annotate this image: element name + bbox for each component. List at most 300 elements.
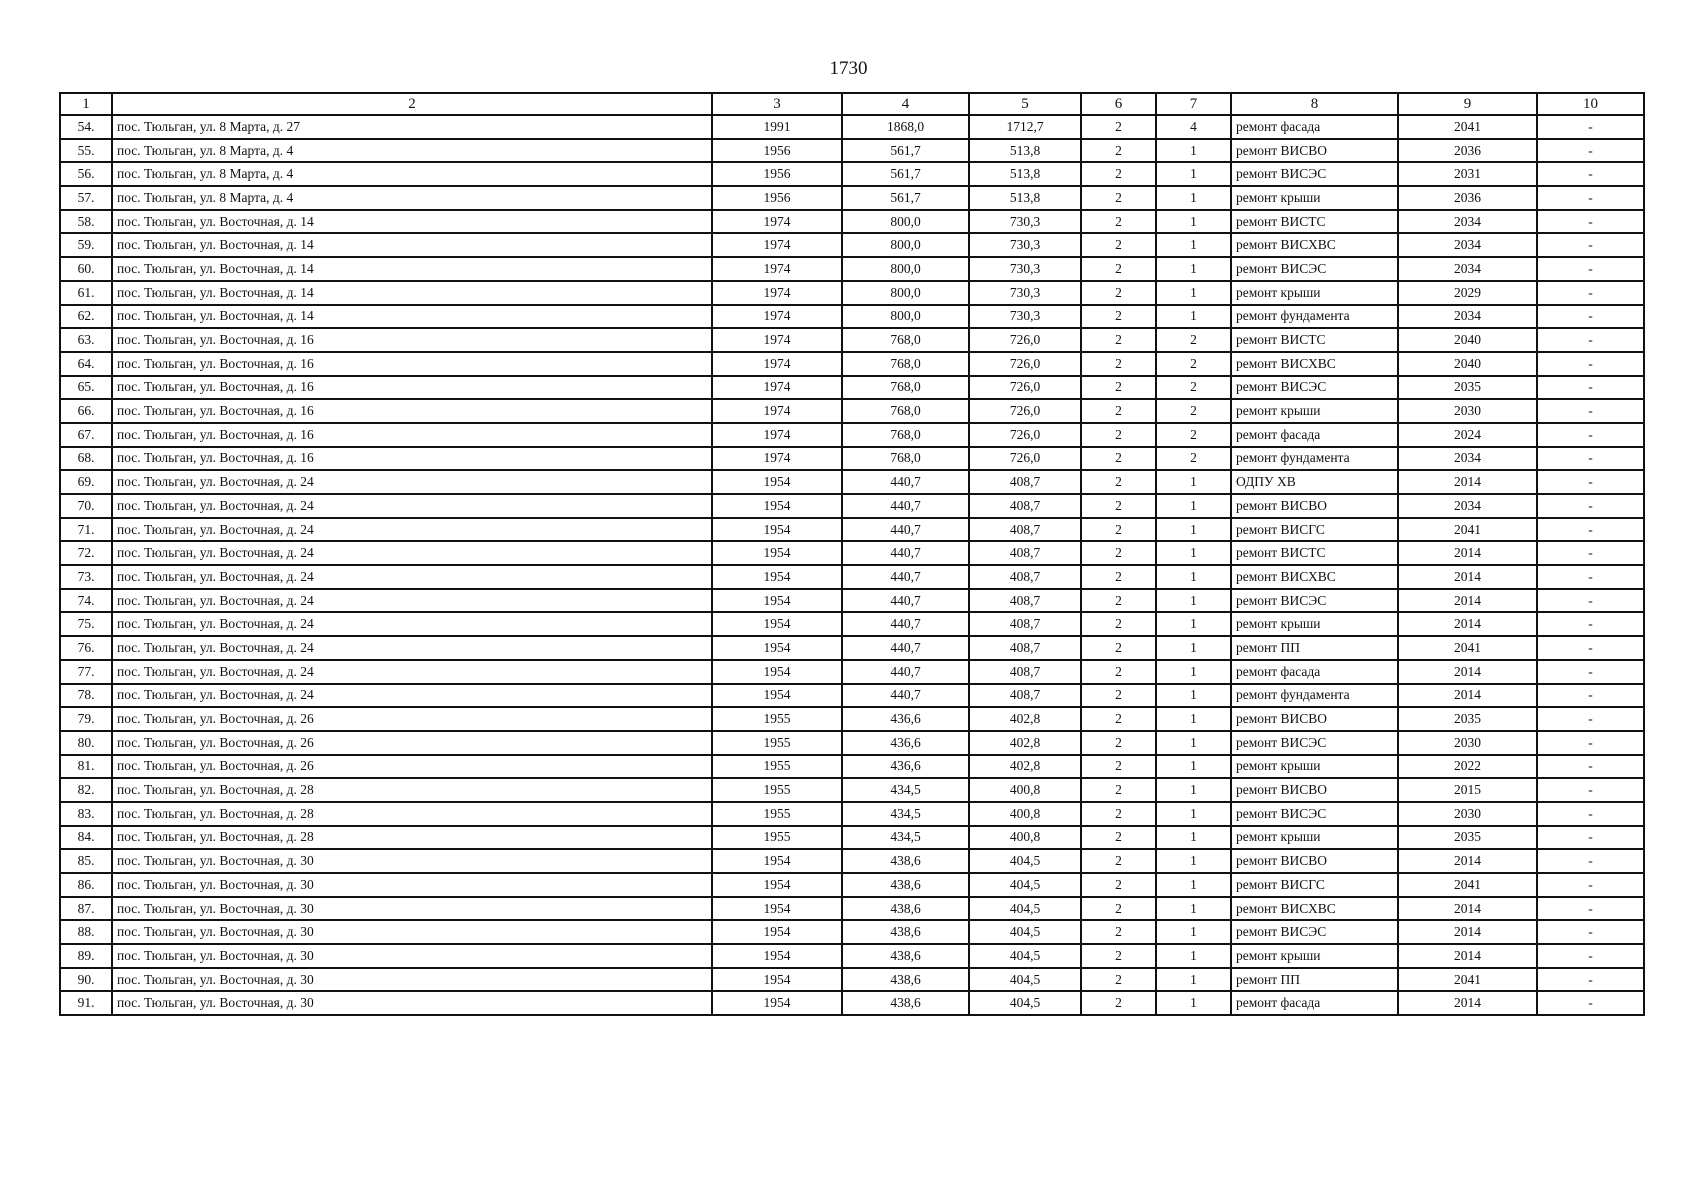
total-area-cell: 434,5 bbox=[842, 778, 969, 802]
living-area-cell: 404,5 bbox=[969, 991, 1081, 1015]
row-number-cell: 60. bbox=[60, 257, 112, 281]
row-number-cell: 54. bbox=[60, 115, 112, 139]
row-number-cell: 55. bbox=[60, 139, 112, 163]
row-number-cell: 69. bbox=[60, 470, 112, 494]
work-type-cell: ремонт ВИСГС bbox=[1231, 873, 1398, 897]
planned-year-cell: 2014 bbox=[1398, 684, 1537, 708]
table-row bbox=[60, 826, 1644, 850]
living-area-cell: 402,8 bbox=[969, 731, 1081, 755]
row-number-cell: 78. bbox=[60, 684, 112, 708]
planned-year-cell: 2030 bbox=[1398, 731, 1537, 755]
year-built-cell: 1954 bbox=[712, 660, 842, 684]
col10-cell: - bbox=[1537, 257, 1644, 281]
work-type-cell: ремонт ВИСТС bbox=[1231, 328, 1398, 352]
row-number-cell: 81. bbox=[60, 755, 112, 779]
year-built-cell: 1954 bbox=[712, 636, 842, 660]
col6-cell: 2 bbox=[1081, 139, 1156, 163]
planned-year-cell: 2014 bbox=[1398, 541, 1537, 565]
col10-cell: - bbox=[1537, 186, 1644, 210]
address-cell: пос. Тюльган, ул. Восточная, д. 24 bbox=[112, 470, 712, 494]
work-type-cell: ремонт ВИСХВС bbox=[1231, 897, 1398, 921]
table-row bbox=[60, 281, 1644, 305]
col10-cell: - bbox=[1537, 660, 1644, 684]
table-row bbox=[60, 210, 1644, 234]
address-cell: пос. Тюльган, ул. Восточная, д. 24 bbox=[112, 541, 712, 565]
work-type-cell: ремонт ВИСХВС bbox=[1231, 565, 1398, 589]
row-number-cell: 61. bbox=[60, 281, 112, 305]
living-area-cell: 1712,7 bbox=[969, 115, 1081, 139]
work-type-cell: ремонт фундамента bbox=[1231, 305, 1398, 329]
col10-cell: - bbox=[1537, 328, 1644, 352]
col7-cell: 1 bbox=[1156, 684, 1231, 708]
col6-cell: 2 bbox=[1081, 281, 1156, 305]
row-number-cell: 91. bbox=[60, 991, 112, 1015]
col7-cell: 1 bbox=[1156, 826, 1231, 850]
row-number-cell: 58. bbox=[60, 210, 112, 234]
col6-cell: 2 bbox=[1081, 233, 1156, 257]
col7-cell: 1 bbox=[1156, 139, 1231, 163]
living-area-cell: 513,8 bbox=[969, 162, 1081, 186]
planned-year-cell: 2024 bbox=[1398, 423, 1537, 447]
living-area-cell: 408,7 bbox=[969, 518, 1081, 542]
row-number-cell: 83. bbox=[60, 802, 112, 826]
column-header: 4 bbox=[842, 93, 969, 115]
address-cell: пос. Тюльган, ул. Восточная, д. 28 bbox=[112, 826, 712, 850]
work-type-cell: ремонт ВИСВО bbox=[1231, 849, 1398, 873]
work-type-cell: ремонт фасада bbox=[1231, 660, 1398, 684]
address-cell: пос. Тюльган, ул. 8 Марта, д. 27 bbox=[112, 115, 712, 139]
col7-cell: 1 bbox=[1156, 707, 1231, 731]
total-area-cell: 438,6 bbox=[842, 920, 969, 944]
address-cell: пос. Тюльган, ул. Восточная, д. 14 bbox=[112, 257, 712, 281]
total-area-cell: 440,7 bbox=[842, 470, 969, 494]
planned-year-cell: 2015 bbox=[1398, 778, 1537, 802]
year-built-cell: 1956 bbox=[712, 139, 842, 163]
col10-cell: - bbox=[1537, 470, 1644, 494]
planned-year-cell: 2030 bbox=[1398, 802, 1537, 826]
planned-year-cell: 2014 bbox=[1398, 589, 1537, 613]
address-cell: пос. Тюльган, ул. Восточная, д. 14 bbox=[112, 305, 712, 329]
year-built-cell: 1954 bbox=[712, 991, 842, 1015]
col6-cell: 2 bbox=[1081, 494, 1156, 518]
repair-schedule-table bbox=[59, 92, 1645, 1016]
work-type-cell: ремонт крыши bbox=[1231, 944, 1398, 968]
living-area-cell: 400,8 bbox=[969, 826, 1081, 850]
row-number-cell: 56. bbox=[60, 162, 112, 186]
total-area-cell: 438,6 bbox=[842, 968, 969, 992]
year-built-cell: 1954 bbox=[712, 920, 842, 944]
col7-cell: 1 bbox=[1156, 873, 1231, 897]
col10-cell: - bbox=[1537, 802, 1644, 826]
total-area-cell: 440,7 bbox=[842, 494, 969, 518]
year-built-cell: 1955 bbox=[712, 731, 842, 755]
planned-year-cell: 2014 bbox=[1398, 565, 1537, 589]
col10-cell: - bbox=[1537, 115, 1644, 139]
table-row bbox=[60, 968, 1644, 992]
total-area-cell: 438,6 bbox=[842, 944, 969, 968]
work-type-cell: ремонт ВИСЭС bbox=[1231, 589, 1398, 613]
col7-cell: 1 bbox=[1156, 778, 1231, 802]
table-row bbox=[60, 707, 1644, 731]
col10-cell: - bbox=[1537, 849, 1644, 873]
table-row bbox=[60, 115, 1644, 139]
planned-year-cell: 2014 bbox=[1398, 849, 1537, 873]
work-type-cell: ремонт фасада bbox=[1231, 423, 1398, 447]
planned-year-cell: 2014 bbox=[1398, 944, 1537, 968]
col7-cell: 1 bbox=[1156, 802, 1231, 826]
work-type-cell: ремонт крыши bbox=[1231, 755, 1398, 779]
planned-year-cell: 2035 bbox=[1398, 826, 1537, 850]
address-cell: пос. Тюльган, ул. Восточная, д. 24 bbox=[112, 660, 712, 684]
address-cell: пос. Тюльган, ул. Восточная, д. 30 bbox=[112, 849, 712, 873]
living-area-cell: 408,7 bbox=[969, 541, 1081, 565]
col7-cell: 2 bbox=[1156, 423, 1231, 447]
col10-cell: - bbox=[1537, 210, 1644, 234]
planned-year-cell: 2014 bbox=[1398, 897, 1537, 921]
col7-cell: 2 bbox=[1156, 447, 1231, 471]
page-number: 1730 bbox=[829, 58, 868, 79]
col7-cell: 1 bbox=[1156, 518, 1231, 542]
row-number-cell: 68. bbox=[60, 447, 112, 471]
column-header: 7 bbox=[1156, 93, 1231, 115]
row-number-cell: 59. bbox=[60, 233, 112, 257]
total-area-cell: 800,0 bbox=[842, 305, 969, 329]
planned-year-cell: 2041 bbox=[1398, 636, 1537, 660]
planned-year-cell: 2014 bbox=[1398, 991, 1537, 1015]
row-number-cell: 74. bbox=[60, 589, 112, 613]
col10-cell: - bbox=[1537, 139, 1644, 163]
total-area-cell: 434,5 bbox=[842, 826, 969, 850]
work-type-cell: ремонт ВИСЭС bbox=[1231, 802, 1398, 826]
planned-year-cell: 2041 bbox=[1398, 518, 1537, 542]
col6-cell: 2 bbox=[1081, 115, 1156, 139]
row-number-cell: 77. bbox=[60, 660, 112, 684]
table-row bbox=[60, 139, 1644, 163]
year-built-cell: 1974 bbox=[712, 257, 842, 281]
table-row bbox=[60, 541, 1644, 565]
address-cell: пос. Тюльган, ул. Восточная, д. 30 bbox=[112, 897, 712, 921]
address-cell: пос. Тюльган, ул. Восточная, д. 16 bbox=[112, 376, 712, 400]
col7-cell: 1 bbox=[1156, 612, 1231, 636]
col6-cell: 2 bbox=[1081, 897, 1156, 921]
table-row bbox=[60, 873, 1644, 897]
living-area-cell: 513,8 bbox=[969, 186, 1081, 210]
table-row bbox=[60, 731, 1644, 755]
work-type-cell: ремонт ВИСЭС bbox=[1231, 920, 1398, 944]
col10-cell: - bbox=[1537, 707, 1644, 731]
living-area-cell: 408,7 bbox=[969, 636, 1081, 660]
col10-cell: - bbox=[1537, 873, 1644, 897]
work-type-cell: ремонт ВИСЭС bbox=[1231, 731, 1398, 755]
year-built-cell: 1954 bbox=[712, 944, 842, 968]
address-cell: пос. Тюльган, ул. Восточная, д. 26 bbox=[112, 707, 712, 731]
living-area-cell: 730,3 bbox=[969, 305, 1081, 329]
table-row bbox=[60, 589, 1644, 613]
col10-cell: - bbox=[1537, 423, 1644, 447]
planned-year-cell: 2036 bbox=[1398, 139, 1537, 163]
living-area-cell: 730,3 bbox=[969, 257, 1081, 281]
col6-cell: 2 bbox=[1081, 944, 1156, 968]
row-number-cell: 86. bbox=[60, 873, 112, 897]
col6-cell: 2 bbox=[1081, 636, 1156, 660]
living-area-cell: 726,0 bbox=[969, 399, 1081, 423]
living-area-cell: 726,0 bbox=[969, 352, 1081, 376]
table-row bbox=[60, 186, 1644, 210]
total-area-cell: 561,7 bbox=[842, 162, 969, 186]
table-row bbox=[60, 897, 1644, 921]
table-row bbox=[60, 423, 1644, 447]
living-area-cell: 408,7 bbox=[969, 660, 1081, 684]
col10-cell: - bbox=[1537, 162, 1644, 186]
row-number-cell: 67. bbox=[60, 423, 112, 447]
row-number-cell: 63. bbox=[60, 328, 112, 352]
living-area-cell: 404,5 bbox=[969, 944, 1081, 968]
year-built-cell: 1974 bbox=[712, 376, 842, 400]
col6-cell: 2 bbox=[1081, 257, 1156, 281]
total-area-cell: 440,7 bbox=[842, 684, 969, 708]
table-row bbox=[60, 328, 1644, 352]
work-type-cell: ремонт крыши bbox=[1231, 186, 1398, 210]
total-area-cell: 438,6 bbox=[842, 897, 969, 921]
planned-year-cell: 2040 bbox=[1398, 352, 1537, 376]
living-area-cell: 408,7 bbox=[969, 684, 1081, 708]
col10-cell: - bbox=[1537, 376, 1644, 400]
col7-cell: 1 bbox=[1156, 589, 1231, 613]
row-number-cell: 85. bbox=[60, 849, 112, 873]
year-built-cell: 1974 bbox=[712, 352, 842, 376]
address-cell: пос. Тюльган, ул. 8 Марта, д. 4 bbox=[112, 186, 712, 210]
planned-year-cell: 2014 bbox=[1398, 920, 1537, 944]
table-row bbox=[60, 352, 1644, 376]
col6-cell: 2 bbox=[1081, 589, 1156, 613]
table-row bbox=[60, 376, 1644, 400]
row-number-cell: 88. bbox=[60, 920, 112, 944]
row-number-cell: 87. bbox=[60, 897, 112, 921]
col10-cell: - bbox=[1537, 826, 1644, 850]
col7-cell: 1 bbox=[1156, 731, 1231, 755]
address-cell: пос. Тюльган, ул. Восточная, д. 16 bbox=[112, 328, 712, 352]
col7-cell: 1 bbox=[1156, 210, 1231, 234]
col10-cell: - bbox=[1537, 636, 1644, 660]
work-type-cell: ремонт фундамента bbox=[1231, 684, 1398, 708]
col6-cell: 2 bbox=[1081, 612, 1156, 636]
table-row bbox=[60, 778, 1644, 802]
table-row bbox=[60, 612, 1644, 636]
year-built-cell: 1955 bbox=[712, 826, 842, 850]
row-number-cell: 79. bbox=[60, 707, 112, 731]
col6-cell: 2 bbox=[1081, 849, 1156, 873]
col7-cell: 2 bbox=[1156, 376, 1231, 400]
total-area-cell: 800,0 bbox=[842, 233, 969, 257]
col7-cell: 1 bbox=[1156, 565, 1231, 589]
work-type-cell: ремонт крыши bbox=[1231, 826, 1398, 850]
work-type-cell: ремонт крыши bbox=[1231, 612, 1398, 636]
planned-year-cell: 2034 bbox=[1398, 210, 1537, 234]
col7-cell: 1 bbox=[1156, 470, 1231, 494]
col10-cell: - bbox=[1537, 612, 1644, 636]
table-row bbox=[60, 305, 1644, 329]
year-built-cell: 1954 bbox=[712, 873, 842, 897]
col6-cell: 2 bbox=[1081, 991, 1156, 1015]
row-number-cell: 62. bbox=[60, 305, 112, 329]
total-area-cell: 768,0 bbox=[842, 423, 969, 447]
total-area-cell: 1868,0 bbox=[842, 115, 969, 139]
address-cell: пос. Тюльган, ул. Восточная, д. 30 bbox=[112, 968, 712, 992]
address-cell: пос. Тюльган, ул. Восточная, д. 24 bbox=[112, 494, 712, 518]
work-type-cell: ремонт ВИСВО bbox=[1231, 778, 1398, 802]
address-cell: пос. Тюльган, ул. Восточная, д. 24 bbox=[112, 589, 712, 613]
col7-cell: 1 bbox=[1156, 186, 1231, 210]
address-cell: пос. Тюльган, ул. Восточная, д. 24 bbox=[112, 565, 712, 589]
col6-cell: 2 bbox=[1081, 802, 1156, 826]
work-type-cell: ремонт ВИСВО bbox=[1231, 494, 1398, 518]
work-type-cell: ремонт крыши bbox=[1231, 399, 1398, 423]
work-type-cell: ремонт фасада bbox=[1231, 115, 1398, 139]
col6-cell: 2 bbox=[1081, 423, 1156, 447]
year-built-cell: 1955 bbox=[712, 802, 842, 826]
address-cell: пос. Тюльган, ул. Восточная, д. 24 bbox=[112, 612, 712, 636]
planned-year-cell: 2041 bbox=[1398, 968, 1537, 992]
year-built-cell: 1954 bbox=[712, 968, 842, 992]
work-type-cell: ремонт крыши bbox=[1231, 281, 1398, 305]
table-row bbox=[60, 565, 1644, 589]
row-number-cell: 72. bbox=[60, 541, 112, 565]
col6-cell: 2 bbox=[1081, 352, 1156, 376]
col10-cell: - bbox=[1537, 352, 1644, 376]
planned-year-cell: 2034 bbox=[1398, 447, 1537, 471]
column-header: 8 bbox=[1231, 93, 1398, 115]
col7-cell: 1 bbox=[1156, 944, 1231, 968]
col10-cell: - bbox=[1537, 968, 1644, 992]
address-cell: пос. Тюльган, ул. Восточная, д. 24 bbox=[112, 518, 712, 542]
total-area-cell: 434,5 bbox=[842, 802, 969, 826]
col6-cell: 2 bbox=[1081, 755, 1156, 779]
living-area-cell: 726,0 bbox=[969, 423, 1081, 447]
column-header: 6 bbox=[1081, 93, 1156, 115]
year-built-cell: 1954 bbox=[712, 849, 842, 873]
work-type-cell: ремонт ВИСЭС bbox=[1231, 257, 1398, 281]
year-built-cell: 1955 bbox=[712, 755, 842, 779]
col7-cell: 1 bbox=[1156, 968, 1231, 992]
col7-cell: 1 bbox=[1156, 897, 1231, 921]
table-row bbox=[60, 518, 1644, 542]
row-number-cell: 84. bbox=[60, 826, 112, 850]
col10-cell: - bbox=[1537, 920, 1644, 944]
planned-year-cell: 2014 bbox=[1398, 612, 1537, 636]
col6-cell: 2 bbox=[1081, 968, 1156, 992]
living-area-cell: 513,8 bbox=[969, 139, 1081, 163]
planned-year-cell: 2034 bbox=[1398, 494, 1537, 518]
planned-year-cell: 2036 bbox=[1398, 186, 1537, 210]
planned-year-cell: 2031 bbox=[1398, 162, 1537, 186]
table-row bbox=[60, 991, 1644, 1015]
col7-cell: 1 bbox=[1156, 755, 1231, 779]
living-area-cell: 400,8 bbox=[969, 802, 1081, 826]
table-row bbox=[60, 233, 1644, 257]
col6-cell: 2 bbox=[1081, 447, 1156, 471]
living-area-cell: 730,3 bbox=[969, 233, 1081, 257]
living-area-cell: 726,0 bbox=[969, 376, 1081, 400]
col7-cell: 2 bbox=[1156, 352, 1231, 376]
row-number-cell: 80. bbox=[60, 731, 112, 755]
total-area-cell: 440,7 bbox=[842, 541, 969, 565]
address-cell: пос. Тюльган, ул. Восточная, д. 30 bbox=[112, 920, 712, 944]
total-area-cell: 800,0 bbox=[842, 210, 969, 234]
planned-year-cell: 2014 bbox=[1398, 470, 1537, 494]
work-type-cell: ремонт ПП bbox=[1231, 636, 1398, 660]
year-built-cell: 1954 bbox=[712, 612, 842, 636]
col7-cell: 2 bbox=[1156, 399, 1231, 423]
living-area-cell: 408,7 bbox=[969, 589, 1081, 613]
year-built-cell: 1956 bbox=[712, 162, 842, 186]
col10-cell: - bbox=[1537, 565, 1644, 589]
planned-year-cell: 2035 bbox=[1398, 376, 1537, 400]
living-area-cell: 726,0 bbox=[969, 328, 1081, 352]
table-body bbox=[60, 115, 1644, 1015]
col6-cell: 2 bbox=[1081, 470, 1156, 494]
table-row bbox=[60, 920, 1644, 944]
work-type-cell: ремонт ВИСХВС bbox=[1231, 233, 1398, 257]
address-cell: пос. Тюльган, ул. Восточная, д. 14 bbox=[112, 210, 712, 234]
row-number-cell: 73. bbox=[60, 565, 112, 589]
table-row bbox=[60, 399, 1644, 423]
col10-cell: - bbox=[1537, 233, 1644, 257]
work-type-cell: ремонт фасада bbox=[1231, 991, 1398, 1015]
total-area-cell: 768,0 bbox=[842, 447, 969, 471]
living-area-cell: 404,5 bbox=[969, 920, 1081, 944]
planned-year-cell: 2034 bbox=[1398, 305, 1537, 329]
year-built-cell: 1974 bbox=[712, 281, 842, 305]
address-cell: пос. Тюльган, ул. Восточная, д. 28 bbox=[112, 802, 712, 826]
total-area-cell: 438,6 bbox=[842, 991, 969, 1015]
total-area-cell: 440,7 bbox=[842, 612, 969, 636]
living-area-cell: 402,8 bbox=[969, 707, 1081, 731]
col6-cell: 2 bbox=[1081, 920, 1156, 944]
col7-cell: 1 bbox=[1156, 494, 1231, 518]
column-header: 1 bbox=[60, 93, 112, 115]
address-cell: пос. Тюльган, ул. Восточная, д. 30 bbox=[112, 991, 712, 1015]
col10-cell: - bbox=[1537, 541, 1644, 565]
row-number-cell: 71. bbox=[60, 518, 112, 542]
row-number-cell: 57. bbox=[60, 186, 112, 210]
address-cell: пос. Тюльган, ул. 8 Марта, д. 4 bbox=[112, 139, 712, 163]
row-number-cell: 76. bbox=[60, 636, 112, 660]
planned-year-cell: 2014 bbox=[1398, 660, 1537, 684]
table-row bbox=[60, 494, 1644, 518]
address-cell: пос. Тюльган, ул. Восточная, д. 16 bbox=[112, 423, 712, 447]
work-type-cell: ремонт ВИСХВС bbox=[1231, 352, 1398, 376]
planned-year-cell: 2034 bbox=[1398, 257, 1537, 281]
row-number-cell: 82. bbox=[60, 778, 112, 802]
table-row bbox=[60, 162, 1644, 186]
work-type-cell: ремонт ВИСЭС bbox=[1231, 162, 1398, 186]
table-row bbox=[60, 636, 1644, 660]
col6-cell: 2 bbox=[1081, 399, 1156, 423]
year-built-cell: 1974 bbox=[712, 399, 842, 423]
col10-cell: - bbox=[1537, 991, 1644, 1015]
planned-year-cell: 2040 bbox=[1398, 328, 1537, 352]
col7-cell: 1 bbox=[1156, 281, 1231, 305]
address-cell: пос. Тюльган, ул. Восточная, д. 16 bbox=[112, 447, 712, 471]
total-area-cell: 768,0 bbox=[842, 328, 969, 352]
year-built-cell: 1974 bbox=[712, 305, 842, 329]
year-built-cell: 1954 bbox=[712, 589, 842, 613]
table-row bbox=[60, 447, 1644, 471]
col10-cell: - bbox=[1537, 447, 1644, 471]
living-area-cell: 400,8 bbox=[969, 778, 1081, 802]
col7-cell: 1 bbox=[1156, 233, 1231, 257]
col7-cell: 1 bbox=[1156, 920, 1231, 944]
